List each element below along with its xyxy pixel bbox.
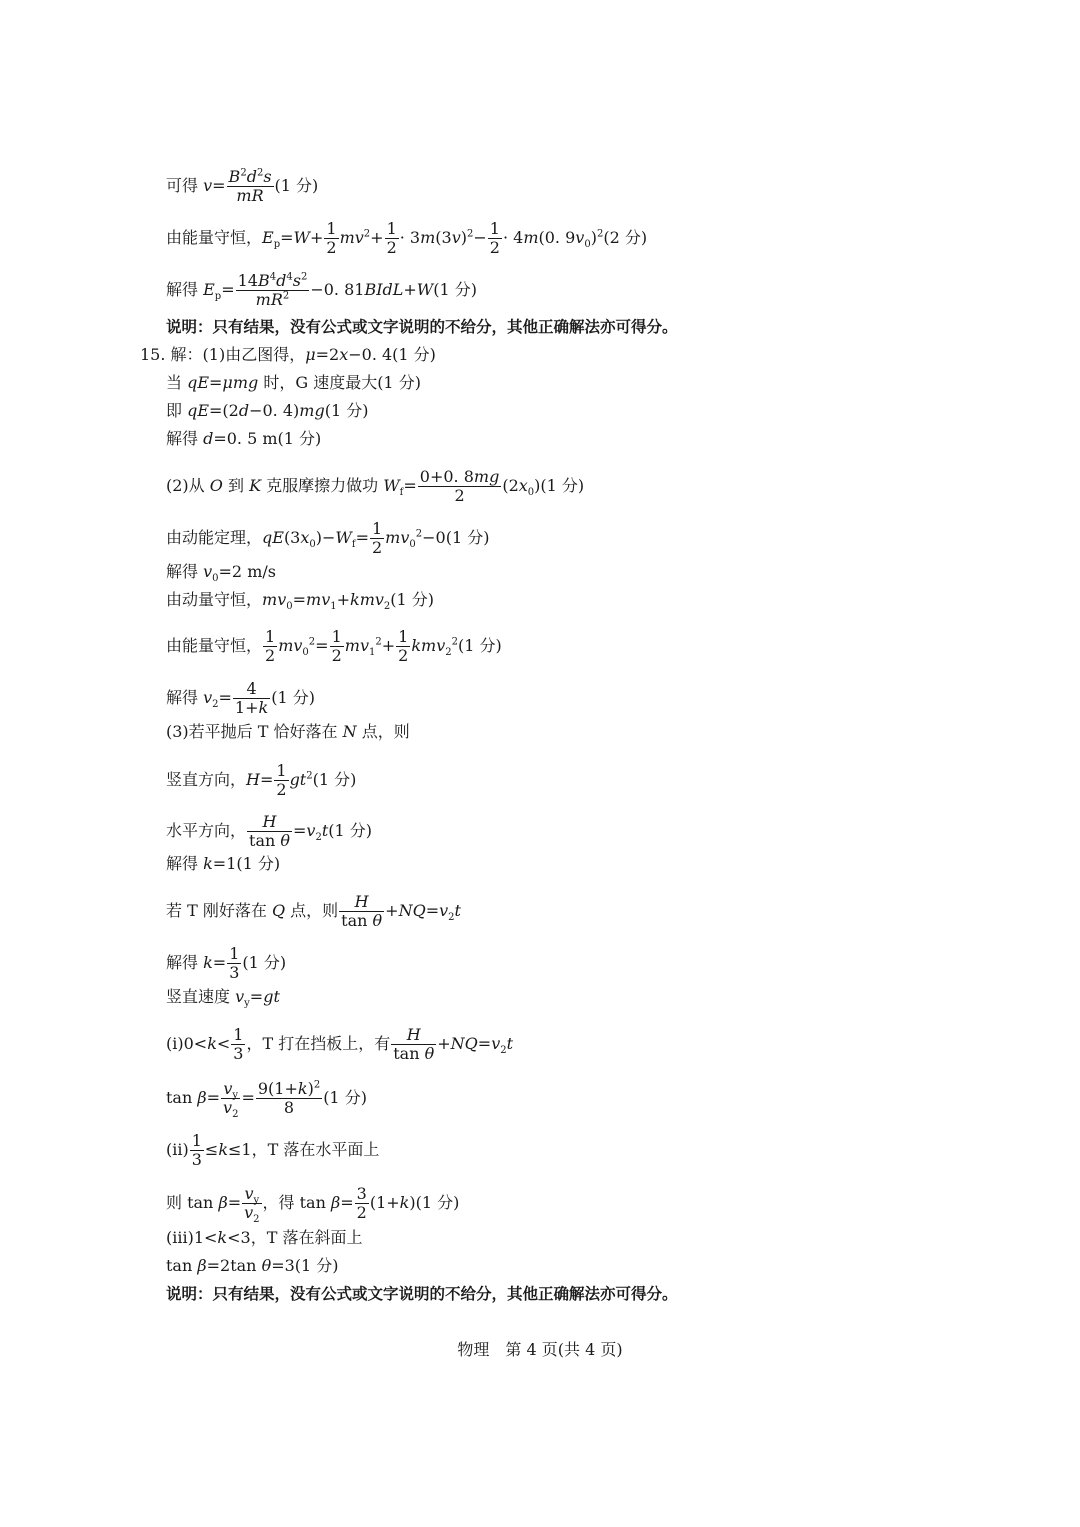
line-1: 可得 v= $\frac{B^2d^2s}{mR}$ (1 分) xyxy=(166,167,319,205)
line-22: (i)0<k< $\frac{1}{3}$ ，T 打在挡板上，有 $\frac{H}{\text{tan θ}}$ $+NQ=v_2t$ xyxy=(166,1025,514,1063)
line-25: 则 tan β= $\frac{v_y}{v_2}$ ，得 tan β= $\frac{3}{2}$ (1+k)(1 分) xyxy=(166,1184,460,1226)
line-10: 由动能定理，$qE(3x_0)-W_f=$ $\frac{1}{2}$ $mv_0^2-0(1$ 分) xyxy=(166,519,490,557)
line-18: 解得 k=1(1 分) xyxy=(166,854,281,873)
line-20: 解得 k= $\frac{1}{3}$ (1 分) xyxy=(166,944,287,982)
line-17: 水平方向， $\frac{H}{\text{tan θ}}$ $=v_2t(1$ 分) xyxy=(166,812,373,850)
line-13: 由能量守恒， $\frac{1}{2}$ $mv_0^2=$ $\frac{1}{2}$ $mv_1^2+$ $\frac{1}{2}$ kmv$_2^2$(1 分) xyxy=(166,627,502,665)
line-11: 解得 $v_0=2$ m/s xyxy=(166,562,276,585)
line-9: (2)从 O 到 K 克服摩擦力做功 $W_f=$ $\frac{0+0. 8mg}{2}$ $(2x_0)(1$ 分) xyxy=(166,467,585,505)
line-3: 解得 $E_p=$ $\frac{14B^4d^4s^2}{mR^2}$ −0. 81BIdL+W(1 分) xyxy=(166,271,478,309)
note-2: 说明：只有结果，没有公式或文字说明的不给分，其他正确解法亦可得分。 xyxy=(166,1285,678,1303)
line-8: 解得 d=0. 5 m(1 分) xyxy=(166,429,322,448)
line-7: 即 qE=(2d−0. 4)mg(1 分) xyxy=(166,401,369,420)
page-footer: 物理 第 4 页(共 4 页) xyxy=(457,1340,623,1359)
line-6: 当 qE=μmg 时，G 速度最大(1 分) xyxy=(166,373,421,392)
line-16: 竖直方向，H= $\frac{1}{2}$ $gt^2(1$ 分) xyxy=(166,761,357,799)
line-24: (ii) $\frac{1}{3}$ ≤k≤1，T 落在水平面上 xyxy=(166,1131,380,1169)
line-12: 由动量守恒，$mv_0=mv_1+kmv_2(1$ 分) xyxy=(166,590,435,613)
line-23: tan β= $\frac{v_y}{v_2}$ = $\frac{9(1+k)^2}{8}$ (1 分) xyxy=(166,1079,367,1121)
line-15: (3)若平抛后 T 恰好落在 N 点，则 xyxy=(166,722,410,741)
line-26: (iii)1<k<3，T 落在斜面上 xyxy=(166,1228,363,1247)
note-1: 说明：只有结果，没有公式或文字说明的不给分，其他正确解法亦可得分。 xyxy=(166,318,678,336)
line-27: tan β=2tan θ=3(1 分) xyxy=(166,1256,339,1275)
line-19: 若 T 刚好落在 Q 点，则 $\frac{H}{\text{tan θ}}$ $+NQ=v_2t$ xyxy=(166,892,461,930)
line-21: 竖直速度 $v_y=gt$ xyxy=(166,987,280,1010)
line-5: 15. 解：(1)由乙图得，μ=2x−0. 4(1 分) xyxy=(140,345,436,364)
line-14: 解得 $v_2=$ $\frac{4}{1+k}$ (1 分) xyxy=(166,679,315,717)
line-2: 由能量守恒，$E_p=W+$ $\frac{1}{2}$ $mv^2+$ $\frac{1}{2}$ · $3m(3v)^2-$ $\frac{1}{2}$ · 4m(0. $9v_0)^2(2$ 分) xyxy=(166,219,648,257)
